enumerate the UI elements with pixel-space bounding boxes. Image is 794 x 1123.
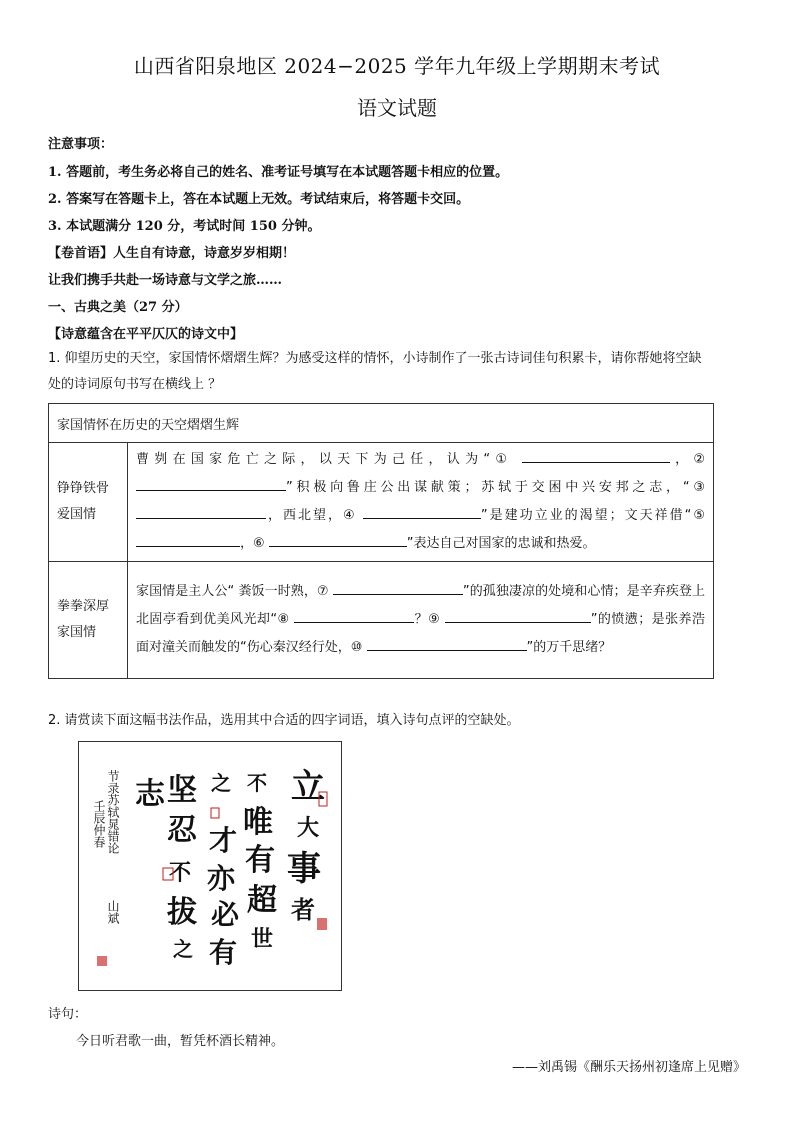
svg-text:立: 立 xyxy=(291,767,325,807)
svg-text:必: 必 xyxy=(211,898,240,931)
preface-line-1: 【卷首语】人生自有诗意，诗意岁岁相期！ xyxy=(48,246,296,261)
svg-text:不: 不 xyxy=(169,860,192,886)
text-segment: ？⑨ xyxy=(414,612,441,627)
svg-text:者: 者 xyxy=(291,895,315,924)
question-1-line-1: 1. 仰望历史的天空，家国情怀熠熠生辉？为感受这样的情怀，小诗制作了一张古诗词佳句积累卡，请你帮她将空缺 xyxy=(48,351,702,366)
row-label-deep-love: 拳拳深厚家国情 xyxy=(49,562,128,679)
calligraphy-inscription xyxy=(92,769,120,925)
answer-blank-6[interactable] xyxy=(269,532,407,547)
seal-4 xyxy=(317,918,327,930)
seal-2 xyxy=(211,808,219,818)
text-segment: ”的万千思绪？ xyxy=(526,640,612,655)
calligraphy-column-1 xyxy=(287,767,325,924)
answer-blank-3[interactable] xyxy=(136,504,266,519)
question-1-line-2: 处的诗词原句书写在横线上 ？ xyxy=(48,377,222,392)
poem-source: ——刘禹锡《酬乐天扬州初逢席上见赠》 xyxy=(511,1060,746,1075)
row-content-iron-bones xyxy=(128,443,714,562)
card-header: 家国情怀在历史的天空熠熠生辉 xyxy=(49,404,714,443)
answer-blank-5[interactable] xyxy=(136,532,240,547)
exam-title: 山西省阳泉地区 2024−2025 学年九年级上学期期末考试 xyxy=(133,54,661,78)
notes-item-1: 1. 答题前，考生务必将自己的姓名、准考证号填写在本试题答题卡相应的位置。 xyxy=(48,165,509,180)
svg-text:坚: 坚 xyxy=(167,773,197,808)
exam-subtitle: 语文试题 xyxy=(357,96,437,120)
poem-label: 诗句： xyxy=(48,1007,88,1022)
question-1-text xyxy=(48,346,748,398)
svg-text:有: 有 xyxy=(245,843,275,878)
svg-text:有: 有 xyxy=(209,936,238,969)
section-heading: 一、古典之美（27 分） xyxy=(48,300,188,315)
text-segment: ”是建功立业的渴望；文天祥借“⑤ xyxy=(480,508,706,523)
notes-heading: 注意事项： xyxy=(48,137,114,152)
answer-blank-2[interactable] xyxy=(136,476,286,491)
calligraphy-column-2 xyxy=(243,771,277,952)
notes-item-2: 2. 答案写在答题卡上，答在本试题上无效。考试结束后，将答题卡交回。 xyxy=(48,192,470,207)
svg-text:志: 志 xyxy=(135,777,165,812)
svg-text:壬辰仲春: 壬辰仲春 xyxy=(92,800,106,848)
svg-text:忍: 忍 xyxy=(167,813,197,848)
svg-text:世: 世 xyxy=(251,926,274,952)
answer-blank-4[interactable] xyxy=(363,504,481,519)
svg-text:亦: 亦 xyxy=(207,862,236,895)
calligraphy-column-4 xyxy=(167,773,198,961)
text-segment: ”的孤独凄凉的处境和心情；是辛弃疾登上北固亭看到优美风光却“⑧ xyxy=(136,584,705,627)
calligraphy-image xyxy=(87,750,333,982)
text-segment: ，⑥ xyxy=(240,536,265,551)
question-2-text: 2. 请赏读下面这幅书法作品，选用其中合适的四字词语，填入诗句点评的空缺处。 xyxy=(48,713,520,728)
svg-text:山斌: 山斌 xyxy=(106,900,120,924)
text-segment: ，② xyxy=(669,452,706,467)
svg-text:之: 之 xyxy=(211,771,231,795)
text-segment: 曹刿在国家危亡之际，以天下为己任，认为“① xyxy=(136,452,513,467)
text-segment: ，西北望，④ xyxy=(266,508,357,523)
answer-blank-7[interactable] xyxy=(333,580,463,595)
svg-text:不: 不 xyxy=(247,771,267,795)
text-segment: 家国情是主人公“ 粪饭一时熟，⑦ xyxy=(136,584,329,599)
svg-text:大: 大 xyxy=(297,815,320,841)
svg-text:拔: 拔 xyxy=(167,895,197,930)
row-label-iron-bones: 铮铮铁骨爱国情 xyxy=(49,443,128,562)
text-segment: ”积极向鲁庄公出谋献策；苏轼于交困中兴安邦之志，“③ xyxy=(286,480,705,495)
seal-5 xyxy=(97,956,107,966)
calligraphy-column-5 xyxy=(135,777,166,812)
answer-blank-9[interactable] xyxy=(445,608,591,623)
svg-text:事: 事 xyxy=(287,849,321,889)
svg-text:节录苏轼晁错论: 节录苏轼晁错论 xyxy=(106,770,120,854)
calligraphy-artwork xyxy=(78,741,342,991)
section-subheading: 【诗意蕴含在平平仄仄的诗文中】 xyxy=(48,327,244,342)
svg-text:才: 才 xyxy=(209,824,238,857)
svg-text:唯: 唯 xyxy=(243,805,273,840)
answer-blank-8[interactable] xyxy=(294,608,414,623)
preface-line-2: 让我们携手共赴一场诗意与文学之旅…… xyxy=(48,273,283,288)
svg-text:超: 超 xyxy=(247,883,277,918)
answer-blank-1[interactable] xyxy=(522,448,670,463)
svg-text:之: 之 xyxy=(173,937,193,961)
text-segment: ”的愤懑；是张养浩面对潼关而触发的“伤心秦汉经行处，⑩ xyxy=(136,612,705,655)
answer-blank-10[interactable] xyxy=(367,636,527,651)
poetry-card-table xyxy=(48,403,714,679)
notes-item-3: 3. 本试题满分 120 分，考试时间 150 分钟。 xyxy=(48,219,321,234)
calligraphy-column-3 xyxy=(207,771,240,969)
text-segment: ”表达自己对国家的忠诚和热爱。 xyxy=(406,536,596,551)
row-content-deep-love xyxy=(128,562,714,679)
poem-line: 今日听君歌一曲，暂凭杯酒长精神。 xyxy=(76,1034,285,1049)
